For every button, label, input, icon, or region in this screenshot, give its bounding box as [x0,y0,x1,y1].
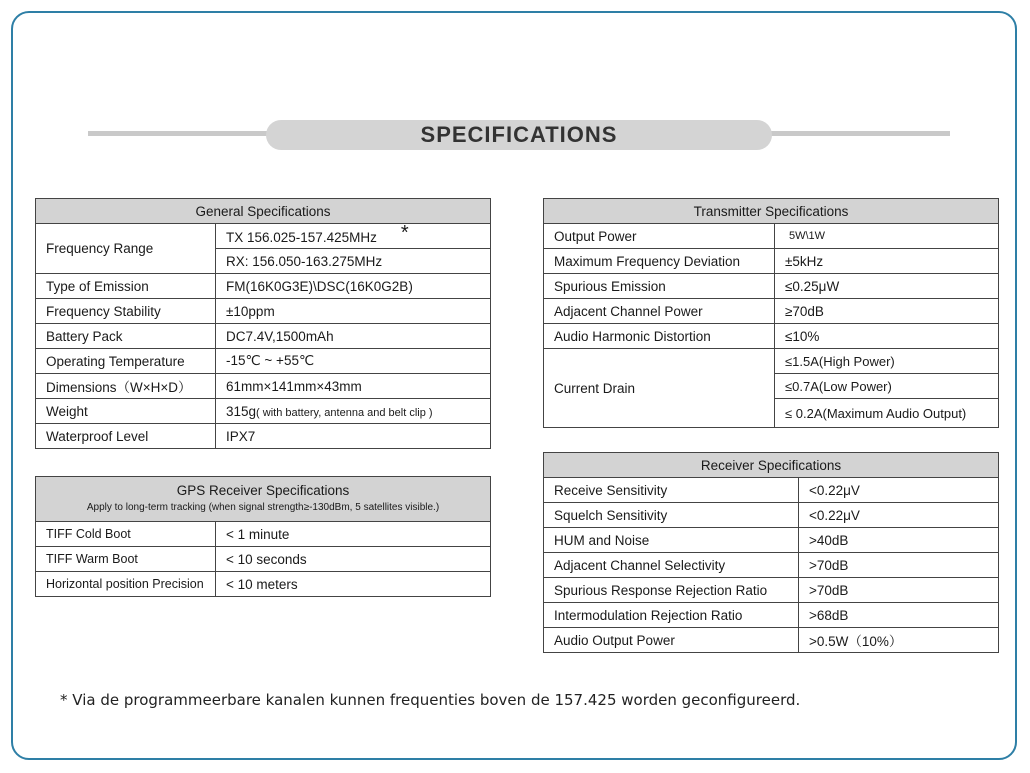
weight-cell [216,399,491,424]
row-value: < 10 meters [216,572,491,597]
table-row [544,503,999,528]
row-value: DC7.4V,1500mAh [216,324,491,349]
row-value: >70dB [799,578,999,603]
row-label: Spurious Response Rejection Ratio [544,578,799,603]
transmitter-spec-table [543,198,999,428]
table-row [36,399,491,424]
row-value: <0.22μV [799,503,999,528]
row-label: Horizontal position Precision [36,572,216,597]
row-value: ≤0.25μW [775,274,999,299]
table-row [544,299,999,324]
transmitter-spec-header: Transmitter Specifications [544,199,999,224]
table-row [36,299,491,324]
table-row [544,274,999,299]
footnote-text: * Via de programmeerbare kanalen kunnen frequenties boven de 157.425 worden geconfigureerd. [60,691,801,709]
table-row [544,478,999,503]
row-value: ≤1.5A(High Power) [775,349,999,374]
table-row [36,572,491,597]
freq-range-label: Frequency Range [36,224,216,274]
weight-value: 315g [226,403,257,419]
row-value: -15℃ ~ +55℃ [216,349,491,374]
table-row [544,553,999,578]
weight-label: Weight [36,399,216,424]
row-value: 61mm×141mm×43mm [216,374,491,399]
row-label: Output Power [544,224,775,249]
row-label: Intermodulation Rejection Ratio [544,603,799,628]
row-value: ≤0.7A(Low Power) [775,374,999,399]
table-row [36,522,491,547]
row-label: Receive Sensitivity [544,478,799,503]
footnote-mark: * [400,223,409,244]
row-value: ±5kHz [775,249,999,274]
row-label: Audio Output Power [544,628,799,653]
row-value: >68dB [799,603,999,628]
row-value: >70dB [799,553,999,578]
row-value: ≤ 0.2A(Maximum Audio Output) [775,399,999,428]
freq-rx-value: RX: 156.050-163.275MHz [216,249,491,274]
row-label: Type of Emission [36,274,216,299]
table-row [36,274,491,299]
table-row [36,374,491,399]
general-spec-header: General Specifications [36,199,491,224]
row-label: Squelch Sensitivity [544,503,799,528]
table-row [36,424,491,449]
row-value: FM(16K0G3E)\DSC(16K0G2B) [216,274,491,299]
row-label: Spurious Emission [544,274,775,299]
table-row [544,224,999,249]
table-row [544,578,999,603]
row-value: >40dB [799,528,999,553]
table-row [36,349,491,374]
table-row [544,324,999,349]
gps-header-title: GPS Receiver Specifications [176,482,350,498]
row-label: Frequency Stability [36,299,216,324]
row-label: HUM and Noise [544,528,799,553]
row-label: Adjacent Channel Power [544,299,775,324]
row-label: TIFF Cold Boot [36,522,216,547]
row-label: Adjacent Channel Selectivity [544,553,799,578]
row-label: Dimensions（W×H×D） [36,374,216,399]
current-drain-label: Current Drain [544,349,775,428]
table-row [544,528,999,553]
gps-spec-header [36,477,491,522]
row-value: ±10ppm [216,299,491,324]
waterproof-label: Waterproof Level [36,424,216,449]
row-value: ≥70dB [775,299,999,324]
weight-note: ( with battery, antenna and belt clip ) [256,406,433,419]
general-spec-table [35,198,491,449]
table-row [36,547,491,572]
table-row [36,324,491,349]
table-row [544,603,999,628]
row-value: >0.5W（10%） [799,628,999,653]
table-row [544,249,999,274]
row-value: <0.22μV [799,478,999,503]
row-value: ≤10% [775,324,999,349]
row-label: Maximum Frequency Deviation [544,249,775,274]
row-label: Battery Pack [36,324,216,349]
freq-tx-value: TX 156.025-157.425MHz [226,229,377,245]
row-label: Audio Harmonic Distortion [544,324,775,349]
gps-header-note: Apply to long-term tracking (when signal strength≥-130dBm, 5 satellites visible.) [86,501,440,513]
table-row [36,224,491,249]
receiver-spec-table [543,452,999,653]
page-title: SPECIFICATIONS [420,122,618,147]
table-row [544,349,999,374]
row-label: Operating Temperature [36,349,216,374]
row-value: < 10 seconds [216,547,491,572]
row-label: TIFF Warm Boot [36,547,216,572]
waterproof-value: IPX7 [216,424,491,449]
table-row [544,628,999,653]
freq-tx-cell [216,224,491,249]
row-value: < 1 minute [216,522,491,547]
receiver-spec-header: Receiver Specifications [544,453,999,478]
gps-spec-table [35,476,491,597]
title-banner [266,120,772,150]
row-value: 5W\1W [775,224,999,249]
